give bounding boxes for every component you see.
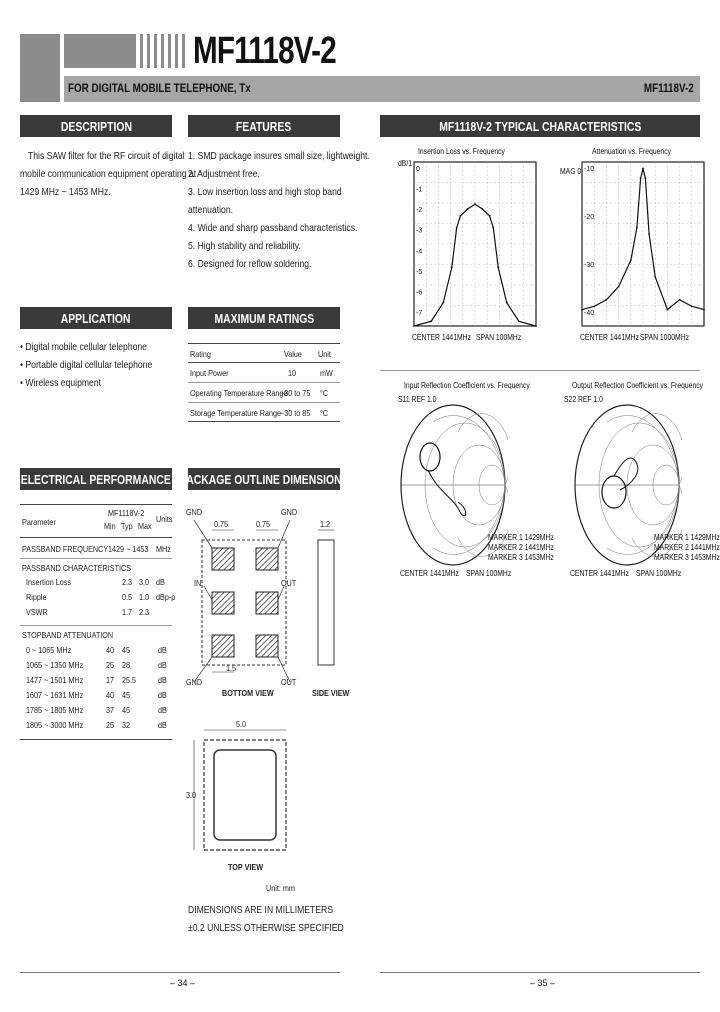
header-stripe xyxy=(168,34,171,68)
top-view-lid xyxy=(214,750,276,840)
tick-label: -7 xyxy=(416,310,423,317)
chart4-marker: MARKER 2 1441MHz xyxy=(654,542,720,552)
table-rule xyxy=(188,343,340,344)
stopband-label: STOPBAND ATTENUATION xyxy=(22,630,114,640)
passband-row-max: 3.0 xyxy=(139,577,150,587)
insertion-loss-chart xyxy=(410,158,540,330)
tick-label: -1 xyxy=(416,186,423,194)
data-point xyxy=(489,215,491,217)
passband-row-name: Ripple xyxy=(26,592,47,602)
pkg-dim-50: 5.0 xyxy=(236,719,247,729)
chart3-marker: MARKER 3 1453MHz xyxy=(488,552,554,562)
tick-label: -6 xyxy=(416,289,423,297)
header-stripe xyxy=(154,34,157,68)
pkg-out-bottom: OUT xyxy=(281,677,297,687)
header-gray-block xyxy=(20,34,60,102)
data-point xyxy=(645,178,647,180)
stopband-row-min: 37 xyxy=(106,705,115,715)
pkg-in-label: IN xyxy=(194,578,202,588)
feature-item: 2. Adjustment free. xyxy=(188,168,260,180)
data-point xyxy=(703,309,705,311)
elec-col-model: MF1118V-2 xyxy=(108,508,145,518)
pkg-dim-12: 1.2 xyxy=(320,519,331,529)
data-point xyxy=(535,325,537,327)
passband-row-max: 2.3 xyxy=(139,607,150,617)
stopband-row-min: 25 xyxy=(106,660,115,670)
tick-label: -4 xyxy=(416,248,423,256)
header-gray-band xyxy=(64,34,136,68)
ratings-cell: −30 to 75 xyxy=(280,388,311,398)
table-rule xyxy=(188,362,340,363)
top-view-body xyxy=(204,740,286,850)
data-point xyxy=(636,227,638,229)
package-note: ±0.2 UNLESS OTHERWISE SPECIFIED xyxy=(188,922,344,934)
chart4-bottom-left: CENTER 1441MHz xyxy=(570,568,629,578)
application-item: • Digital mobile cellular telephone xyxy=(20,341,147,353)
chart1-bottom-left: CENTER 1441MHz xyxy=(412,332,471,342)
table-rule xyxy=(20,537,172,538)
data-point xyxy=(581,309,583,311)
side-view-body xyxy=(318,540,334,665)
stopband-row-unit: dB xyxy=(158,705,167,715)
data-point xyxy=(442,302,444,304)
stopband-row-unit: dB xyxy=(158,645,167,655)
stopband-row-min: 17 xyxy=(106,675,115,685)
data-point xyxy=(667,309,669,311)
ratings-cell: Operating Temperature Range xyxy=(190,388,288,398)
ratings-cell: Storage Temperature Range xyxy=(190,408,282,418)
ratings-cell: 10 xyxy=(288,368,297,378)
page-title: MF1118V-2 xyxy=(193,30,336,72)
pkg-out-label: OUT xyxy=(281,578,297,588)
ratings-cell: °C xyxy=(320,408,329,418)
data-point xyxy=(630,260,632,262)
chart3-marker: MARKER 1 1429MHz xyxy=(488,532,554,542)
features-heading: FEATURES xyxy=(188,115,340,137)
description-line: This SAW filter for the RF circuit of digital xyxy=(28,150,185,162)
feature-item: 4. Wide and sharp passband characteristics. xyxy=(188,222,358,234)
table-rule xyxy=(20,504,172,505)
footer-rule xyxy=(20,972,340,973)
stopband-row-typ: 32 xyxy=(122,720,131,730)
stopband-row-name: 1477 ~ 1501 MHz xyxy=(26,675,84,685)
passband-name: PASSBAND FREQUENCY xyxy=(22,544,109,554)
elec-col-min: Min xyxy=(104,521,116,531)
ratings-cell: °C xyxy=(320,388,329,398)
stopband-row-unit: dB xyxy=(158,675,167,685)
passband-unit: MHz xyxy=(156,544,171,554)
passband-value: 1429 ~ 1453 xyxy=(108,544,149,554)
stopband-row-unit: dB xyxy=(158,660,167,670)
tick-label: -10 xyxy=(584,166,595,173)
data-point xyxy=(606,299,608,301)
data-point xyxy=(474,203,476,205)
chart3-marker: MARKER 2 1441MHz xyxy=(488,542,554,552)
data-point xyxy=(413,325,415,327)
bottom-view-label: BOTTOM VIEW xyxy=(222,688,274,698)
ratings-cell: Input Power xyxy=(190,368,229,378)
table-rule xyxy=(188,402,340,403)
stopband-row-typ: 45 xyxy=(122,705,131,715)
pkg-gnd-tr: GND xyxy=(281,507,298,517)
data-point xyxy=(618,286,620,288)
package-note: DIMENSIONS ARE IN MILLIMETERS xyxy=(188,904,333,916)
stopband-row-name: 1065 ~ 1350 MHz xyxy=(26,660,84,670)
stopband-row-typ: 25.5 xyxy=(122,675,137,685)
table-rule xyxy=(20,739,172,740)
table-rule xyxy=(20,625,172,626)
chart2-bottom-left: CENTER 1441MHz xyxy=(580,332,639,342)
data-point xyxy=(648,233,650,235)
chart3-title: Input Reflection Coefficient vs. Frequency xyxy=(404,380,530,390)
pkg-dim-15: 1.5 xyxy=(226,663,237,673)
table-rule xyxy=(20,558,172,559)
stopband-row-typ: 28 xyxy=(122,660,131,670)
data-point xyxy=(640,178,642,180)
elec-col-max: Max xyxy=(138,521,152,531)
data-point xyxy=(451,267,453,269)
tick-label: -40 xyxy=(584,310,595,317)
header-stripe xyxy=(175,34,178,68)
stopband-row-typ: 45 xyxy=(122,690,131,700)
chart3-ref: S11 REF 1.0 xyxy=(398,394,437,404)
passband-row-unit: dB xyxy=(156,577,165,587)
package-drawing xyxy=(180,500,350,920)
feature-item: attenuation. xyxy=(188,204,234,216)
tick-label: -20 xyxy=(584,214,595,221)
header-stripe xyxy=(147,34,150,68)
passband-row-unit: dBp-p xyxy=(156,592,176,602)
stopband-row-name: 1805 ~ 3000 MHz xyxy=(26,720,84,730)
chart1-bottom-right: SPAN 100MHz xyxy=(476,332,522,342)
stopband-row-typ: 45 xyxy=(122,645,131,655)
header-stripe xyxy=(140,34,143,68)
typical-heading: MF1118V-2 TYPICAL CHARACTERISTICS xyxy=(380,115,700,137)
data-point xyxy=(430,320,432,322)
header-right-tag: MF1118V-2 xyxy=(644,81,694,95)
elec-col-units: Units xyxy=(156,514,173,524)
passband-row-name: Insertion Loss xyxy=(26,577,71,587)
chart4-ref: S22 REF 1.0 xyxy=(564,394,603,404)
page-number-right: – 35 – xyxy=(530,978,556,988)
pkg-dim-075a: 0.75 xyxy=(214,519,229,529)
data-point xyxy=(654,276,656,278)
data-point xyxy=(481,208,483,210)
description-line: 1429 MHz ~ 1453 MHz. xyxy=(20,186,111,198)
chart4-title: Output Reflection Coefficient vs. Frequency xyxy=(572,380,704,390)
footer-rule xyxy=(380,972,700,973)
leader-line xyxy=(194,520,212,548)
feature-item: 1. SMD package insures small size, lightweight. xyxy=(188,150,370,162)
header-stripe xyxy=(161,34,164,68)
data-point xyxy=(593,305,595,307)
chart2-ylabel: MAG 0 xyxy=(560,166,582,176)
chart2-title: Attenuation vs. Frequency xyxy=(592,146,672,156)
chart3-bottom-left: CENTER 1441MHz xyxy=(400,568,459,578)
tick-label: -30 xyxy=(584,262,595,269)
data-point xyxy=(642,168,644,170)
passband-row-typ: 2.3 xyxy=(122,577,133,587)
stopband-row-unit: dB xyxy=(158,720,167,730)
section-rule xyxy=(380,370,700,371)
header-stripe xyxy=(182,34,185,68)
data-point xyxy=(518,320,520,322)
data-point xyxy=(459,215,461,217)
stopband-row-min: 40 xyxy=(106,690,115,700)
stopband-row-name: 1785 ~ 1805 MHz xyxy=(26,705,84,715)
leader-line xyxy=(204,586,212,600)
ratings-col-unit: Unit xyxy=(318,349,331,359)
ratings-col-rating: Rating xyxy=(190,349,211,359)
pkg-dim-075b: 0.75 xyxy=(256,519,271,529)
stopband-row-name: 0 ~ 1065 MHz xyxy=(26,645,72,655)
attenuation-chart xyxy=(578,158,708,330)
pad xyxy=(256,592,278,614)
application-item: • Portable digital cellular telephone xyxy=(20,359,153,371)
passband-row-typ: 0.5 xyxy=(122,592,133,602)
description-heading: DESCRIPTION xyxy=(20,115,172,137)
chart4-marker: MARKER 3 1453MHz xyxy=(654,552,720,562)
stopband-row-name: 1607 ~ 1631 MHz xyxy=(26,690,84,700)
stopband-row-min: 25 xyxy=(106,720,115,730)
table-rule xyxy=(188,382,340,383)
data-point xyxy=(679,299,681,301)
electrical-heading: ELECTRICAL PERFORMANCE xyxy=(20,468,172,490)
side-view-label: SIDE VIEW xyxy=(312,688,350,698)
tick-label: -3 xyxy=(416,227,423,235)
data-point xyxy=(497,267,499,269)
chart2-bottom-right: SPAN 1000MHz xyxy=(640,332,690,342)
description-line: mobile communication equipment operating at xyxy=(20,168,197,180)
top-view-label: TOP VIEW xyxy=(228,862,264,872)
unit-note: Unit: mm xyxy=(266,883,295,893)
tick-label: -5 xyxy=(416,268,423,276)
feature-item: 6. Designed for reflow soldering. xyxy=(188,258,312,270)
pad xyxy=(256,548,278,570)
feature-item: 3. Low insertion loss and high stop band xyxy=(188,186,342,198)
pkg-gnd-bl: GND xyxy=(186,677,203,687)
passband-row-max: 1.0 xyxy=(139,592,150,602)
elec-col-param: Parameter xyxy=(22,517,56,527)
application-item: • Wireless equipment xyxy=(20,377,102,389)
passband-row-typ: 1.7 xyxy=(122,607,133,617)
table-rule xyxy=(188,421,340,422)
data-point xyxy=(492,227,494,229)
tick-label: 0 xyxy=(416,166,420,173)
data-point xyxy=(506,302,508,304)
stopband-row-min: 40 xyxy=(106,645,115,655)
elec-col-typ: Typ xyxy=(121,521,133,531)
ratings-cell: mW xyxy=(320,368,333,378)
feature-item: 5. High stability and reliability. xyxy=(188,240,301,252)
pad xyxy=(212,635,234,657)
data-point xyxy=(691,305,693,307)
passband-char-label: PASSBAND CHARACTERISTICS xyxy=(22,563,132,573)
max-ratings-heading: MAXIMUM RATINGS xyxy=(188,307,340,329)
package-heading: PACKAGE OUTLINE DIMENSIONS xyxy=(188,468,340,490)
data-point xyxy=(456,227,458,229)
data-point xyxy=(467,208,469,210)
page-number-left: – 34 – xyxy=(170,978,196,988)
pad xyxy=(212,548,234,570)
ratings-col-value: Value xyxy=(284,349,302,359)
chart3-bottom-right: SPAN 100MHz xyxy=(466,568,512,578)
leader-line xyxy=(278,586,284,600)
header-subtitle: FOR DIGITAL MOBILE TELEPHONE, Tx xyxy=(68,81,251,95)
application-heading: APPLICATION xyxy=(20,307,172,329)
leader-line xyxy=(278,520,290,548)
chart1-title: Insertion Loss vs. Frequency xyxy=(418,146,505,156)
ratings-cell: −30 to 85 xyxy=(280,408,311,418)
passband-row-name: VSWR xyxy=(26,607,48,617)
tick-label: -2 xyxy=(416,207,423,215)
pad xyxy=(212,592,234,614)
chart4-bottom-right: SPAN 100MHz xyxy=(636,568,682,578)
pkg-dim-30: 3.0 xyxy=(186,790,197,800)
chart4-marker: MARKER 1 1429MHz xyxy=(654,532,720,542)
pad xyxy=(256,635,278,657)
pkg-gnd-tl: GND xyxy=(186,507,203,517)
stopband-row-unit: dB xyxy=(158,690,167,700)
chart1-ylabel: dB/1 xyxy=(398,158,412,168)
